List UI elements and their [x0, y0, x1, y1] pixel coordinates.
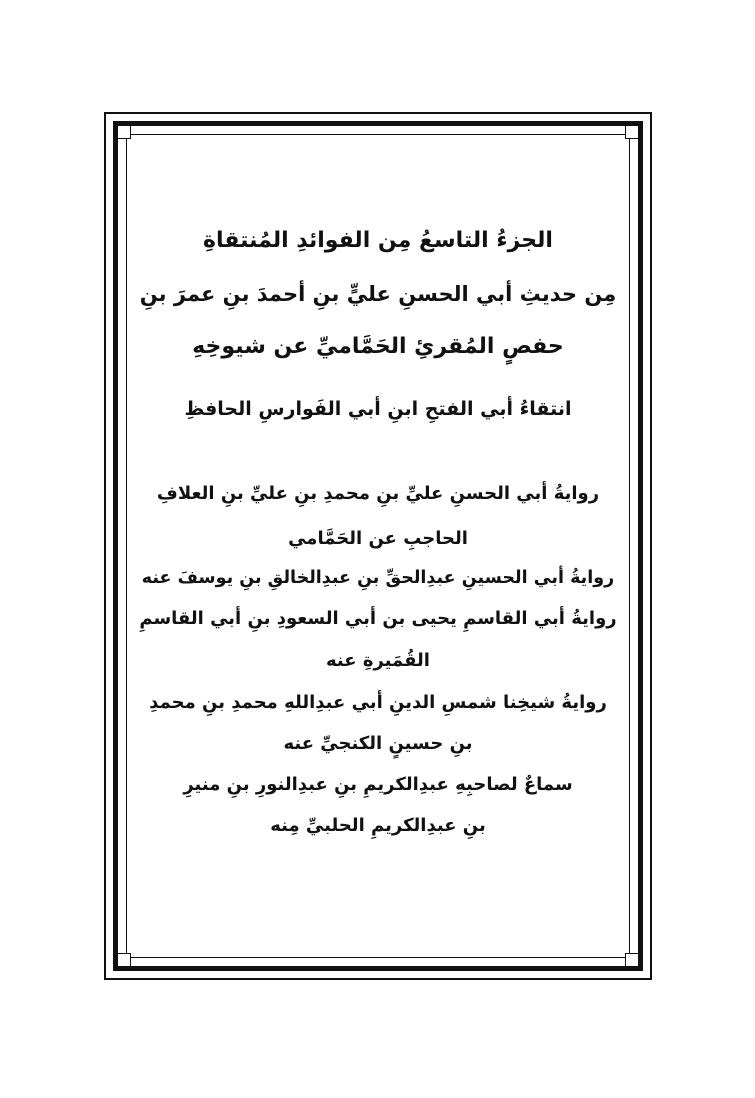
title-line-1: الجزءُ التاسعُ مِن الفوائدِ المُنتقاةِ	[203, 228, 553, 253]
frame-corner-ornament	[117, 125, 131, 139]
frame-corner-ornament	[625, 125, 639, 139]
narration-line: روايةُ أبي الحسنِ عليِّ بنِ محمدِ بنِ عليِّ بنِ العلافِ	[156, 483, 600, 504]
title-line-2: مِن حديثِ أبي الحسنِ عليٍّ بنِ أحمدَ بنِ عمرَ بنِ	[139, 282, 617, 306]
narration-line: روايةُ أبي القاسمِ يحيى بن أبي السعودِ بنِ أبي القاسمِ	[139, 608, 617, 629]
frame-corner-ornament	[625, 953, 639, 967]
title-line-3: حفصٍ المُقرئِ الحَمَّاميِّ عن شيوخِهِ	[192, 334, 564, 359]
frame-corner-ornament	[117, 953, 131, 967]
narration-line: القُمَيرةِ عنه	[326, 650, 430, 671]
selection-line: انتقاءُ أبي الفتحِ ابنِ أبي الفَوارسِ الحافظِ	[184, 398, 572, 420]
narration-line: روايةُ شيخِنا شمسِ الدينِ أبي عبدِاللهِ محمدِ بنِ محمدِ	[149, 692, 607, 713]
narration-line: بنِ حسينٍ الكنجيِّ عنه	[283, 733, 473, 754]
narration-line: الحاجبِ عن الحَمَّامي	[288, 528, 468, 549]
narration-line: سماعٌ لصاحبِهِ عبدِالكريمِ بنِ عبدِالنورِ بنِ منيرِ	[183, 774, 573, 795]
narration-line: روايةُ أبي الحسينِ عبدِالحقِّ بنِ عبدِالخالقِ بنِ يوسفَ عنه	[141, 568, 615, 588]
narration-line: بنِ عبدِالكريمِ الحلبيِّ مِنه	[270, 815, 486, 836]
